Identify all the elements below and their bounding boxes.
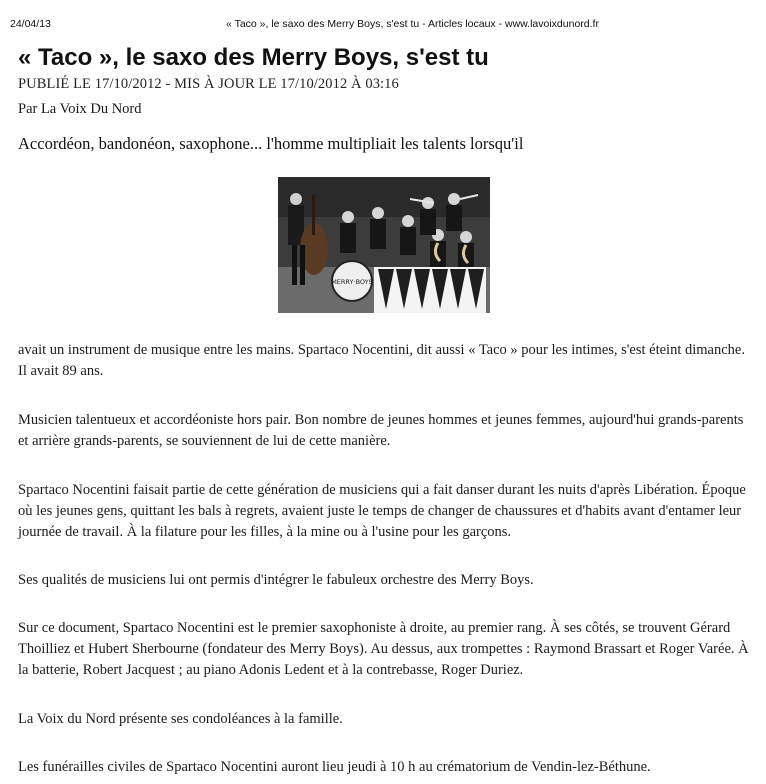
bass-drum (331, 261, 373, 301)
publication-meta: PUBLIÉ LE 17/10/2012 - MIS À JOUR LE 17/10/2012 À 03:16 (18, 76, 399, 92)
print-header (0, 18, 766, 32)
article-headline: « Taco », le saxo des Merry Boys, s'est tu (18, 44, 489, 71)
print-page-title: « Taco », le saxo des Merry Boys, s'est tu - Articles locaux - www.lavoixdunord.fr (226, 18, 599, 30)
article-paragraph: Ses qualités de musiciens lui ont permis d'intégrer le fabuleux orchestre des Merry Boys. (18, 572, 534, 588)
article-byline: Par La Voix Du Nord (18, 101, 142, 117)
drum-label: MERRY·BOYS (331, 278, 373, 286)
article-paragraph: Sur ce document, Spartaco Nocentini est le premier saxophoniste à droite, au premier rang. À ses côtés, se trouvent Gérard Thoilliez et Hubert Sherbourne (fondateur des Merry Boys). Au dessus, aux trompettes : Raymond Brassart et Roger Varée. À la batterie, Robert Jacquest ; au piano Adonis Ledent et à la contrebasse, Roger Duriez. (18, 620, 749, 678)
article-paragraph: avait un instrument de musique entre les mains. Spartaco Nocentini, dit aussi « Taco » pour les intimes, s'est éteint dimanche. Il avait 89 ans. (18, 342, 745, 379)
article-paragraph: Spartaco Nocentini faisait partie de cette génération de musiciens qui a fait danser durant les nuits d'après Libération. Époque où les jeunes gens, quittant les bals à regrets, avaient juste le temps de changer de chaussures et d'habits avant d'entamer leur journée de travail. À la filature pour les filles, à la mine ou à l'usine pour les garçons. (18, 482, 746, 540)
article-paragraph: Les funérailles civiles de Spartaco Nocentini auront lieu jeudi à 10 h au crématorium de Vendin-lez-Béthune. (18, 759, 651, 775)
article-lead: Accordéon, bandonéon, saxophone... l'homme multipliait les talents lorsqu'il (18, 134, 524, 153)
bandstand-fronts (374, 267, 486, 313)
article-paragraph: Musicien talentueux et accordéoniste hors pair. Bon nombre de jeunes hommes et jeunes femmes, aujourd'hui grands-parents et arrière grands-parents, se souviennent de lui de cette manière. (18, 412, 744, 449)
print-date: 24/04/13 (10, 18, 51, 30)
article-paragraph: La Voix du Nord présente ses condoléances à la famille. (18, 711, 343, 727)
band-photo (278, 177, 490, 313)
